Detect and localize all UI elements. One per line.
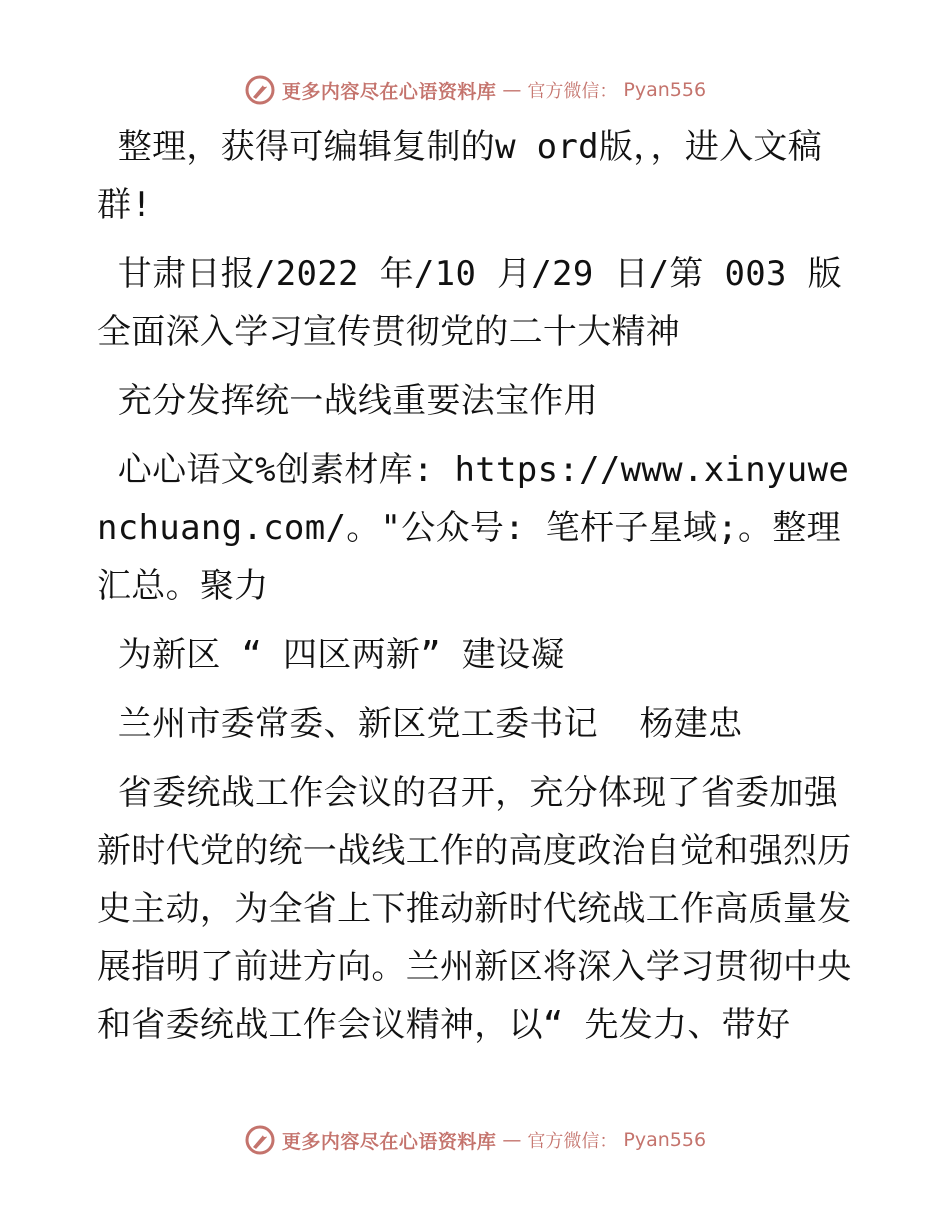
article-title: 充分发挥统一战线重要法宝作用 (97, 381, 598, 421)
banner-main-text: 更多内容尽在心语资料库 (281, 1130, 497, 1153)
article-subtitle: 为新区 “ 四区两新” 建设凝 (97, 635, 565, 675)
banner-main-text: 更多内容尽在心语资料库 (281, 80, 497, 103)
paragraph-material-source: 心心语文%创素材库: https://www.xinyuwenchuang.com/。"公众号: 笔杆子星域;。整理汇总。聚力 (97, 450, 850, 606)
banner-wechat-label: 官方微信： (527, 81, 618, 102)
article-author: 兰州市委常委、新区党工委书记 杨建忠 (97, 704, 743, 744)
banner-separator: — (502, 1129, 522, 1151)
footer-banner (0, 1120, 950, 1160)
pen-circle-logo-icon (244, 74, 276, 106)
paragraph-intro-note: 整理，获得可编辑复制的w ord版，，进入文稿群! (97, 127, 823, 225)
banner-wechat-label: 官方微信： (527, 1131, 618, 1152)
banner-wechat-id: Pyan556 (623, 1129, 707, 1151)
banner-separator: — (502, 79, 522, 101)
banner-wechat-id: Pyan556 (623, 79, 707, 101)
paragraph-source-line: 甘肃日报/2022 年/10 月/29 日/第 003 版全面深入学习宣传贯彻党的二十大精神 (97, 254, 842, 352)
paragraph-body: 省委统战工作会议的召开，充分体现了省委加强新时代党的统一战线工作的高度政治自觉和强烈历史主动，为全省上下推动新时代统战工作高质量发展指明了前进方向。兰州新区将深入学习贯彻中央和省委统战工作会议精神，以“ 先发力、带好 (97, 773, 852, 1045)
document-body (97, 118, 857, 1065)
pen-circle-logo-icon (244, 1124, 276, 1156)
header-banner (0, 70, 950, 110)
